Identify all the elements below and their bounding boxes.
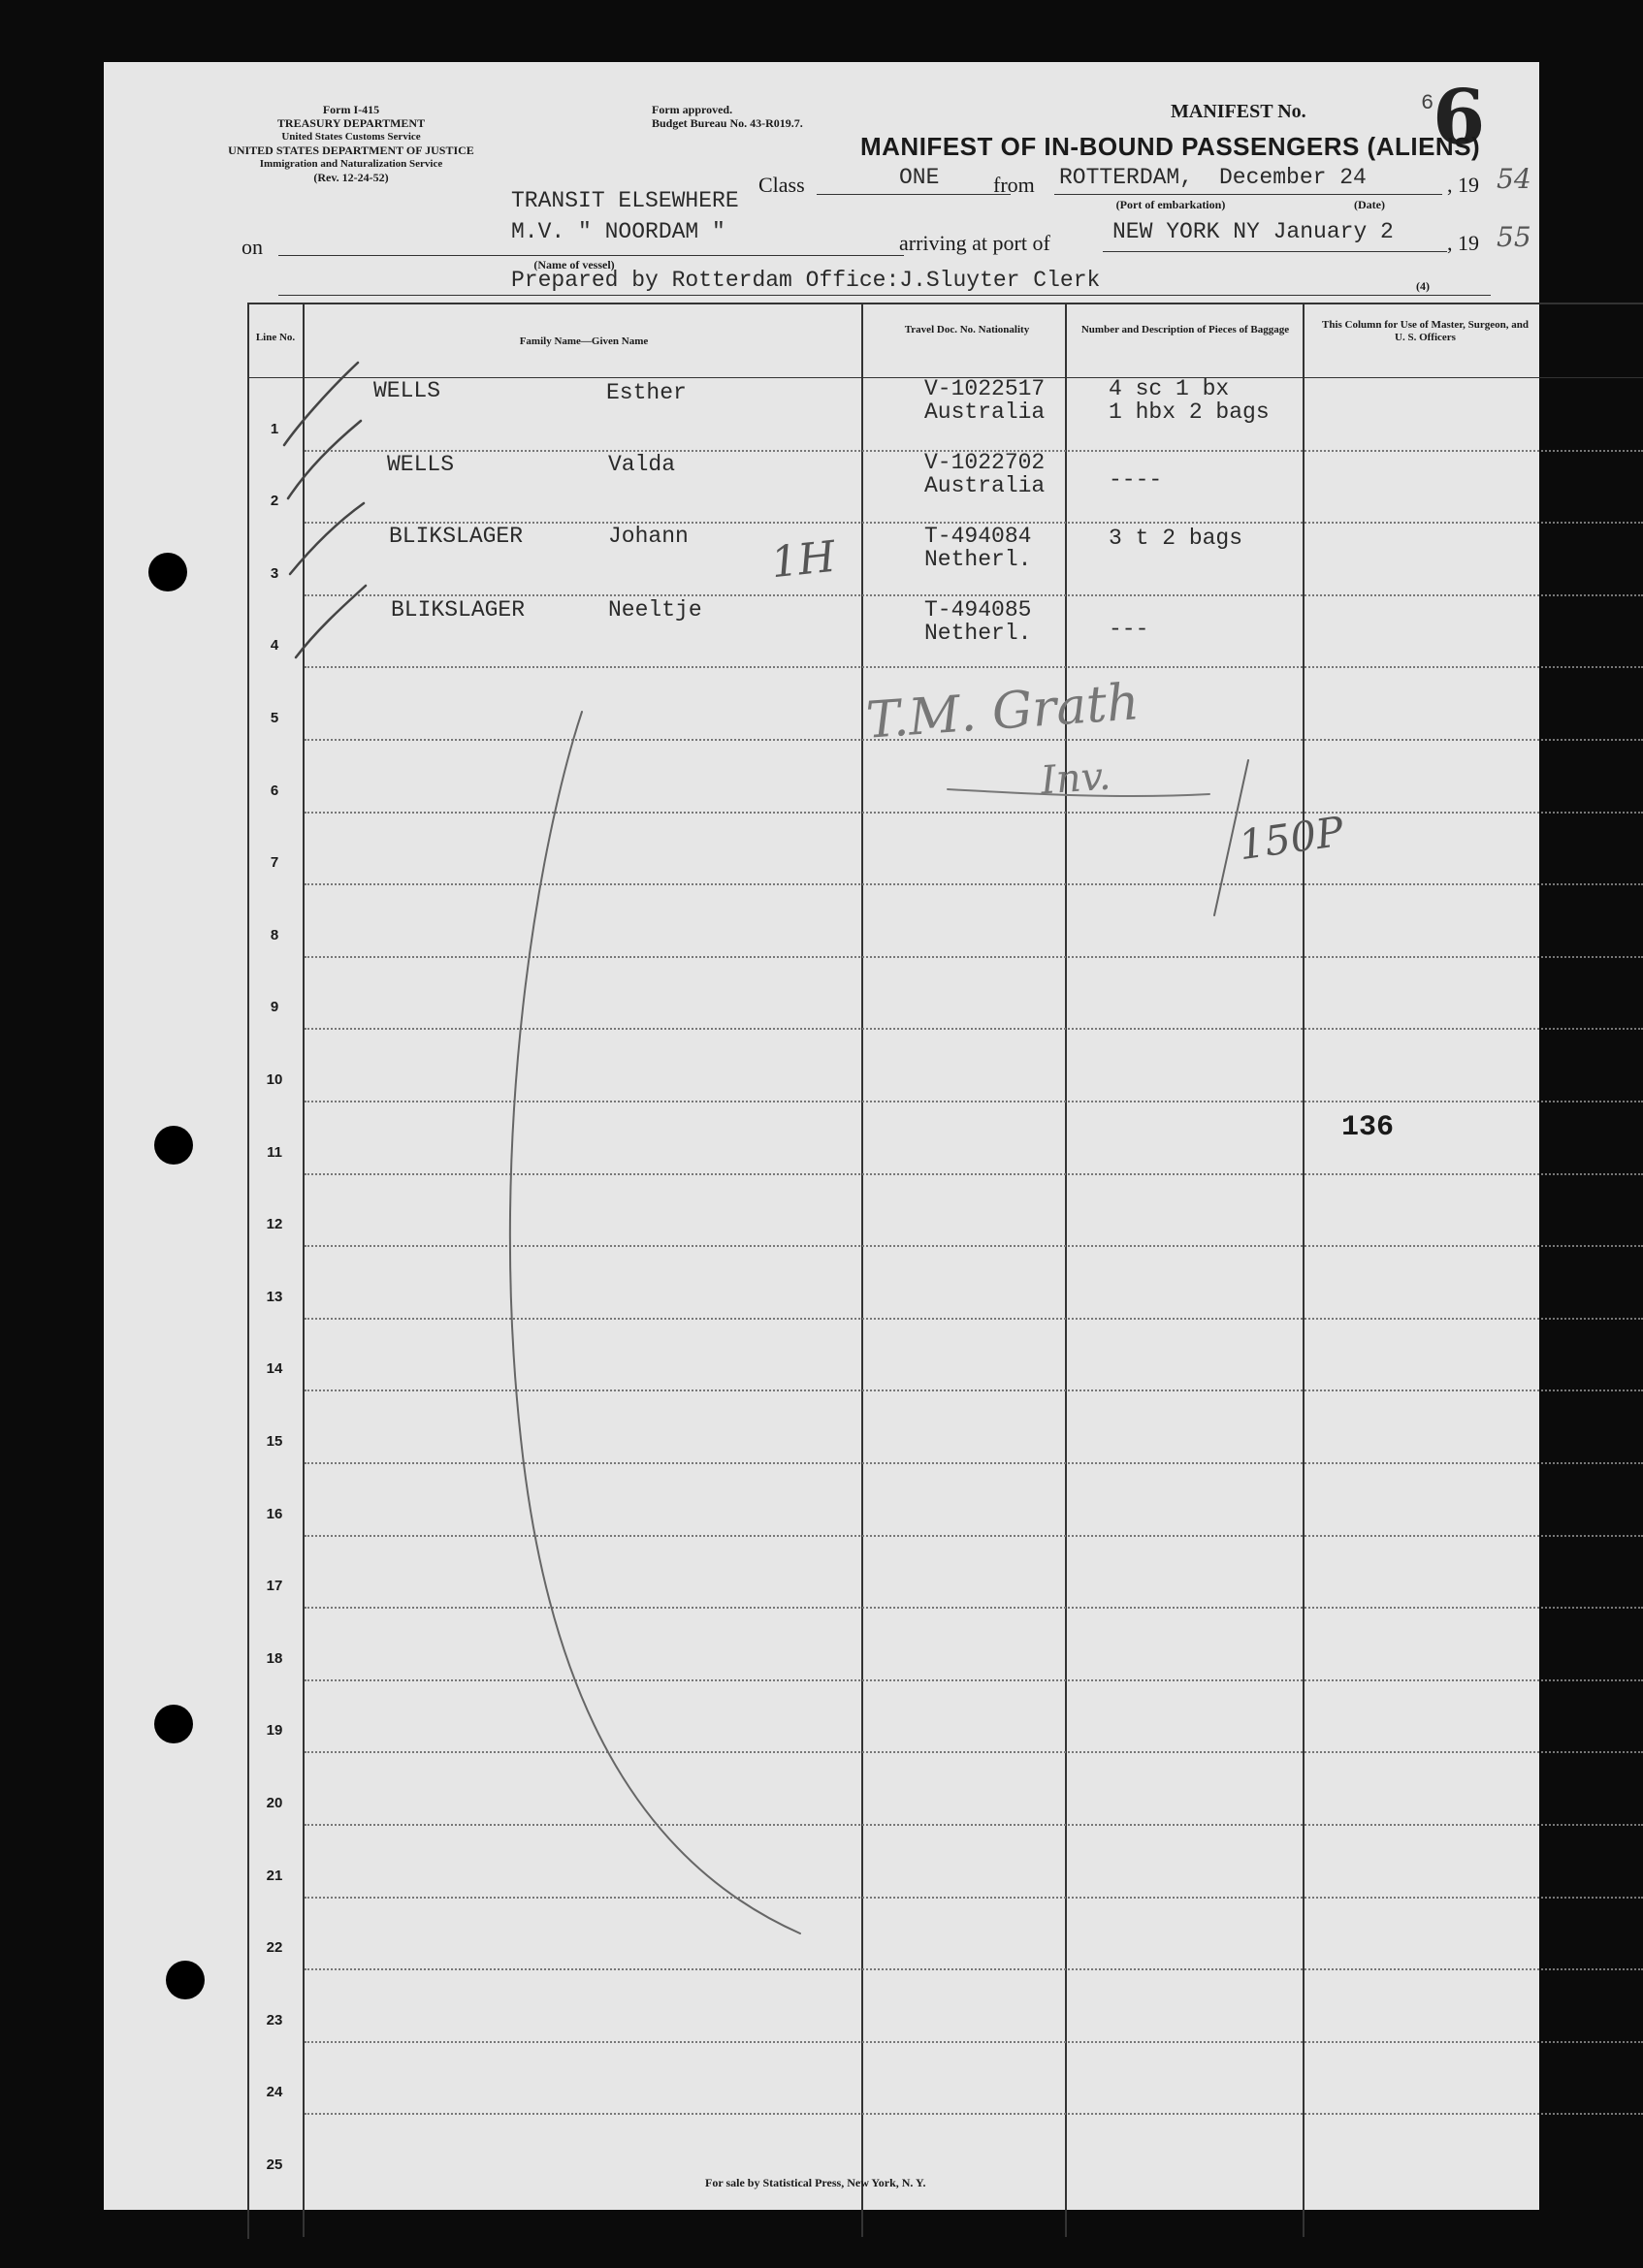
row4-doc: T-494085 [924, 597, 1032, 623]
binder-hole-3 [154, 1705, 193, 1743]
year-prefix-2: , 19 [1447, 231, 1479, 255]
col-head-name: Family Name—Given Name [519, 335, 649, 347]
line-number: 5 [270, 710, 279, 726]
date-caption: (Date) [1354, 198, 1385, 211]
binder-hole-1 [148, 553, 187, 591]
line-number: 17 [266, 1578, 283, 1595]
line-number: 21 [266, 1867, 283, 1884]
signature-line2: Inv. [1039, 753, 1112, 804]
line-number: 11 [267, 1143, 282, 1161]
row3-given: Johann [608, 524, 689, 549]
row2-baggage1: ---- [1109, 467, 1163, 493]
col-head-officers: This Column for Use of Master, Surgeon, and U. S. Officers [1322, 319, 1529, 343]
annotation-1h: 1H [768, 531, 838, 589]
line-number: 24 [266, 2084, 283, 2101]
signature-line1: T.M. Grath [864, 673, 1142, 751]
row4-nationality: Netherl. [924, 621, 1032, 646]
line-number: 2 [270, 493, 279, 510]
line-number: 14 [266, 1360, 283, 1378]
arriving-label: arriving at port of [899, 231, 1050, 255]
line-number: 9 [270, 999, 279, 1016]
line-number: 16 [266, 1505, 283, 1522]
col-head-line: Line No. [255, 332, 296, 343]
date-value: December 24 [1219, 165, 1367, 190]
row3-baggage1: 3 t 2 bags [1109, 526, 1243, 551]
class-label: Class [758, 173, 805, 197]
port-caption: (Port of embarkation) [1115, 198, 1226, 211]
row2-nationality: Australia [924, 473, 1046, 498]
line-number: 7 [270, 854, 279, 872]
binder-hole-4 [166, 1961, 205, 1999]
row2-doc: V-1022702 [924, 450, 1046, 475]
row1-family: WELLS [373, 378, 441, 403]
line-number: 19 [266, 1722, 283, 1740]
class-value: ONE [899, 165, 940, 190]
row4-baggage1: --- [1109, 617, 1149, 642]
port-value: ROTTERDAM, [1059, 165, 1194, 190]
line-number: 8 [270, 926, 279, 943]
manifest-number: 6 [1433, 74, 1486, 162]
arrival-value: NEW YORK NY January 2 [1112, 219, 1394, 244]
long-curve-mark [510, 712, 800, 1933]
row1-baggage1: 4 sc 1 bx [1109, 376, 1230, 401]
line-number: 10 [266, 1071, 283, 1088]
check-mark-row2 [288, 421, 361, 498]
manifest-page [104, 62, 1539, 2210]
revision: (Rev. 12-24-52) [313, 171, 389, 184]
manifest-label: MANIFEST No. [1171, 101, 1306, 122]
line-number: 13 [266, 1288, 283, 1305]
line-number: 18 [266, 1649, 283, 1667]
vessel-value: M.V. " NOORDAM " [511, 219, 725, 244]
form-number: Form I-415 [322, 103, 380, 116]
footnote-mark: (4) [1416, 279, 1430, 293]
line-number: 23 [266, 2011, 283, 2028]
form-approved-line1: Form approved. [652, 103, 733, 116]
line-number: 25 [266, 2156, 283, 2173]
note-150p: 150P [1236, 807, 1347, 870]
form-approved-line2: Budget Bureau No. 43-R019.7. [652, 116, 803, 130]
handwriting-marks [104, 62, 1539, 2210]
line-number: 15 [266, 1433, 283, 1450]
row2-given: Valda [608, 452, 676, 477]
justice-dept: UNITED STATES DEPARTMENT OF JUSTICE [228, 144, 474, 157]
year-2: 55 [1497, 221, 1531, 253]
line-number: 12 [266, 1216, 283, 1233]
check-mark-row4 [296, 586, 366, 657]
year-prefix-1: , 19 [1447, 173, 1479, 197]
line-number: 4 [270, 637, 279, 655]
line-number: 22 [266, 1939, 283, 1957]
footer-imprint: For sale by Statistical Press, New York, N. Y. [705, 2176, 926, 2189]
stamp-number: 136 [1341, 1111, 1395, 1144]
vessel-caption: (Name of vessel) [533, 258, 615, 272]
row3-nationality: Netherl. [924, 547, 1032, 572]
from-label: from [993, 173, 1035, 197]
ins-service: Immigration and Naturalization Service [259, 158, 443, 170]
row1-doc: V-1022517 [924, 376, 1046, 401]
year-1: 54 [1497, 163, 1531, 195]
col-head-baggage: Number and Description of Pieces of Baggage [1080, 324, 1290, 335]
row2-family: WELLS [387, 452, 455, 477]
row4-family: BLIKSLAGER [391, 597, 526, 623]
check-mark-row3 [290, 503, 364, 574]
transit-note: TRANSIT ELSEWHERE [511, 188, 739, 213]
manifest-number-superscript: 6 [1421, 91, 1434, 115]
prepared-note: Prepared by Rotterdam Office:J.Sluyter Clerk [511, 268, 1101, 293]
row3-family: BLIKSLAGER [389, 524, 524, 549]
customs-service: United States Customs Service [281, 131, 421, 143]
row1-given: Esther [606, 380, 687, 405]
line-number: 1 [270, 420, 279, 437]
line-number: 6 [270, 782, 279, 799]
line-number: 20 [266, 1795, 283, 1811]
row1-nationality: Australia [924, 399, 1046, 425]
row4-given: Neeltje [608, 597, 702, 623]
binder-hole-2 [154, 1126, 193, 1165]
treasury-dept: TREASURY DEPARTMENT [276, 116, 426, 130]
on-label: on [242, 235, 263, 259]
row1-baggage2: 1 hbx 2 bags [1109, 399, 1270, 425]
manifest-title: MANIFEST OF IN-BOUND PASSENGERS (ALIENS) [860, 132, 1481, 161]
line-number: 3 [270, 564, 279, 582]
col-head-travel-doc: Travel Doc. No. Nationality [904, 324, 1030, 335]
row3-doc: T-494084 [924, 524, 1032, 549]
